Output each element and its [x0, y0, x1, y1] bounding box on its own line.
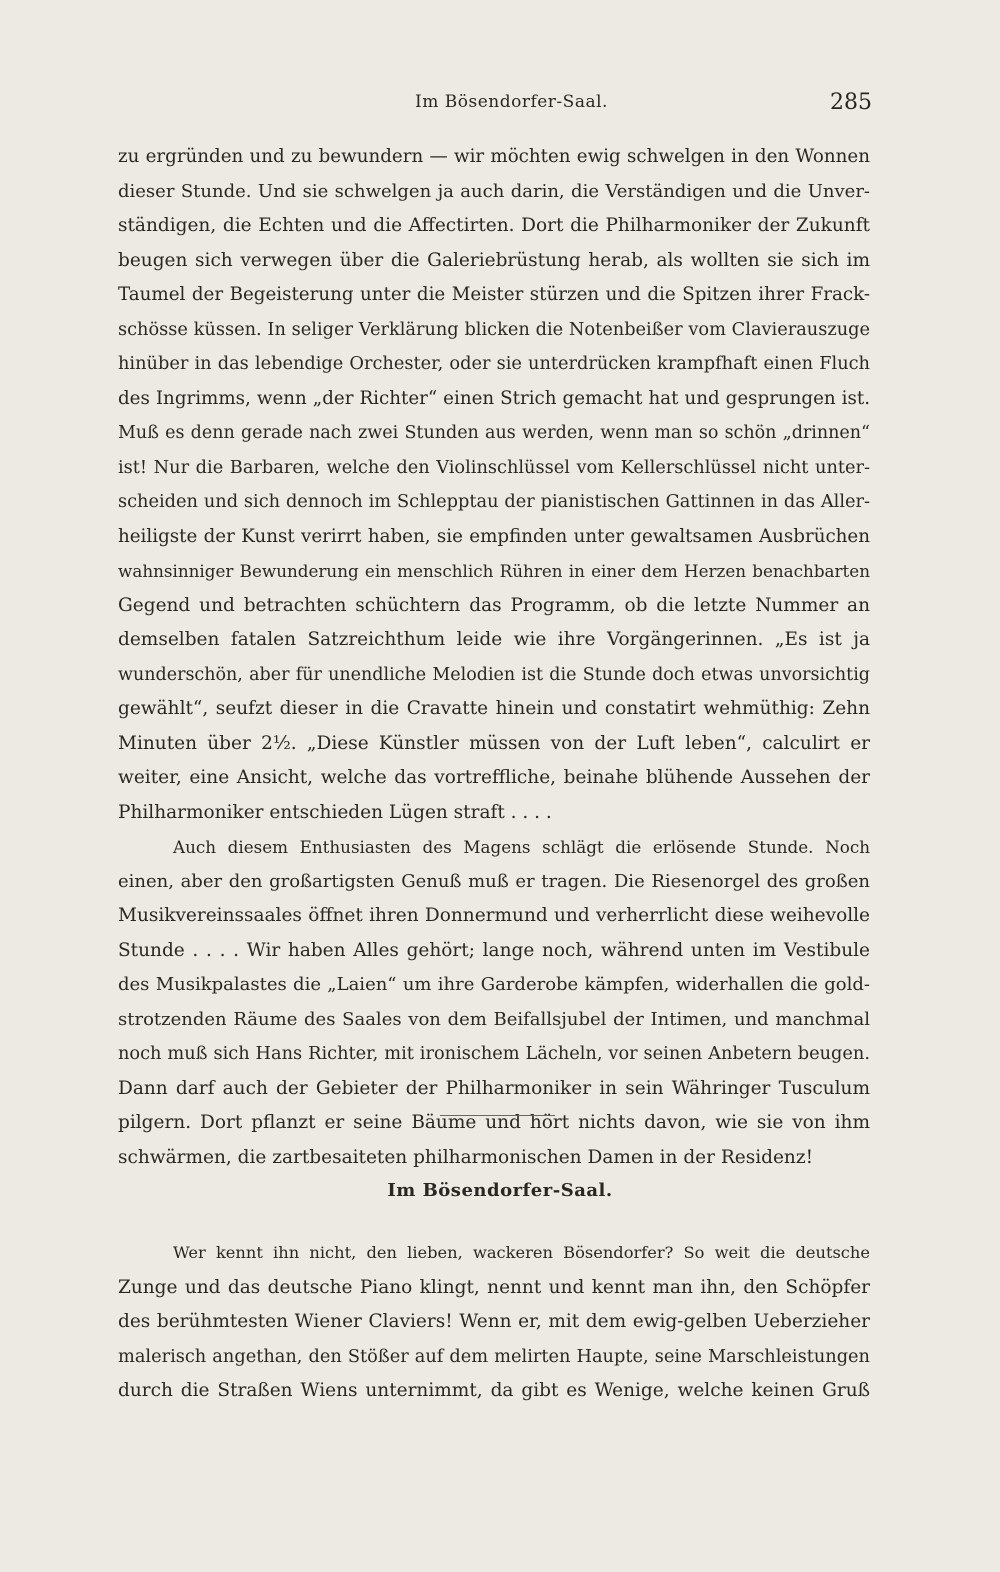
text-line: Muß es denn gerade nach zwei Stunden aus werden, wenn man so schön „drinnen“ [118, 423, 870, 443]
text-line: Wer kennt ihn nicht, den lieben, wackeren Bösendorfer? So weit die deutsche [173, 1243, 870, 1262]
text-line: hinüber in das lebendige Orchester, oder sie unterdrücken krampfhaft einen Fluch [118, 354, 870, 374]
running-head [0, 92, 1000, 122]
text-line: Minuten über 2½. „Diese Künstler müssen von der Luft leben“, calculirt er [118, 732, 870, 754]
text-line: pilgern. Dort pflanzt er seine Bäume und hört nichts davon, wie sie von ihm [118, 1112, 870, 1133]
text-line: Philharmoniker entschieden Lügen straft . . . . [118, 801, 552, 823]
text-line: dieser Stunde. Und sie schwelgen ja auch darin, die Verständigen und die Unver- [118, 180, 870, 202]
text-line: Musikvereinssaales öffnet ihren Donnermund und verherrlicht diese weihevolle [118, 905, 870, 926]
text-line: ist! Nur die Barbaren, welche den Violinschlüssel vom Kellerschlüssel nicht unter- [118, 457, 870, 478]
text-line: beugen sich verwegen über die Galeriebrüstung herab, als wollten sie sich im [118, 249, 870, 271]
section-text [118, 1236, 870, 1409]
paragraph-1 [118, 140, 870, 830]
text-line: einen, aber den großartigsten Genuß muß er tragen. Die Riesenorgel des großen [118, 870, 870, 892]
text-line: Zunge und das deutsche Piano klingt, nennt und kennt man ihn, den Schöpfer [118, 1276, 870, 1298]
text-line: wunderschön, aber für unendliche Melodien ist die Stunde doch etwas unvorsichtig [118, 664, 870, 685]
text-line: schösse küssen. In seliger Verklärung blicken die Notenbeißer vom Clavierauszuge [118, 319, 870, 340]
text-line: des Musikpalastes die „Laien“ um ihre Garderobe kämpfen, widerhallen die gold- [118, 974, 870, 995]
text-line: wahnsinniger Bewunderung ein menschlich Rühren in einer dem Herzen benachbarten [118, 561, 870, 581]
text-line: Taumel der Begeisterung unter die Meister stürzen und die Spitzen ihrer Frack- [118, 284, 870, 305]
text-line: noch muß sich Hans Richter, mit ironischem Lächeln, vor seinen Anbetern beugen. [118, 1044, 870, 1064]
text-line: malerisch angethan, den Stößer auf dem melirten Haupte, seine Marschleistungen [118, 1346, 870, 1367]
text-line: heiligste der Kunst verirrt haben, sie empfinden unter gewaltsamen Ausbrüchen [118, 525, 870, 547]
section-title: Im Bösendorfer-Saal. [387, 1180, 613, 1201]
running-title: Im Bösendorfer-Saal. [415, 92, 608, 112]
section-divider [440, 1115, 555, 1116]
text-line: weiter, eine Ansicht, welche das vortreffliche, beinahe blühende Aussehen der [118, 767, 870, 788]
text-line: Auch diesem Enthusiasten des Magens schlägt die erlösende Stunde. Noch [173, 837, 870, 857]
text-line: demselben fatalen Satzreichthum leide wie ihre Vorgängerinnen. „Es ist ja [118, 629, 870, 650]
text-line: durch die Straßen Wiens unternimmt, da gibt es Wenige, welche keinen Gruß [118, 1380, 870, 1401]
text-line: Dann darf auch der Gebieter der Philharmoniker in sein Währinger Tusculum [118, 1077, 870, 1099]
text-line: des Ingrimms, wenn „der Richter“ einen Strich gemacht hat und gesprungen ist. [118, 387, 870, 409]
text-line: strotzenden Räume des Saales von dem Beifallsjubel der Intimen, und manchmal [118, 1008, 870, 1030]
text-line: gewählt“, seufzt dieser in die Cravatte hinein und constatirt wehmüthig: Zehn [118, 698, 870, 719]
text-line: Stunde . . . . Wir haben Alles gehört; lange noch, während unten im Vestibule [118, 939, 870, 961]
paragraph-2 [118, 830, 870, 1175]
text-line: zu ergründen und zu bewundern — wir möchten ewig schwelgen in den Wonnen [118, 146, 870, 167]
main-text [118, 140, 870, 1175]
text-line: ständigen, die Echten und die Affectirten. Dort die Philharmoniker der Zukunft [118, 215, 870, 236]
text-line: des berühmtesten Wiener Claviers! Wenn er, mit dem ewig-gelben Ueberzieher [118, 1311, 870, 1332]
page-number: 285 [830, 90, 872, 115]
text-line: Gegend und betrachten schüchtern das Programm, ob die letzte Nummer an [118, 594, 870, 616]
text-line: schwärmen, die zartbesaiteten philharmonischen Damen in der Residenz! [118, 1146, 814, 1168]
text-line: scheiden und sich dennoch im Schlepptau der pianistischen Gattinnen in das Aller- [118, 492, 870, 512]
